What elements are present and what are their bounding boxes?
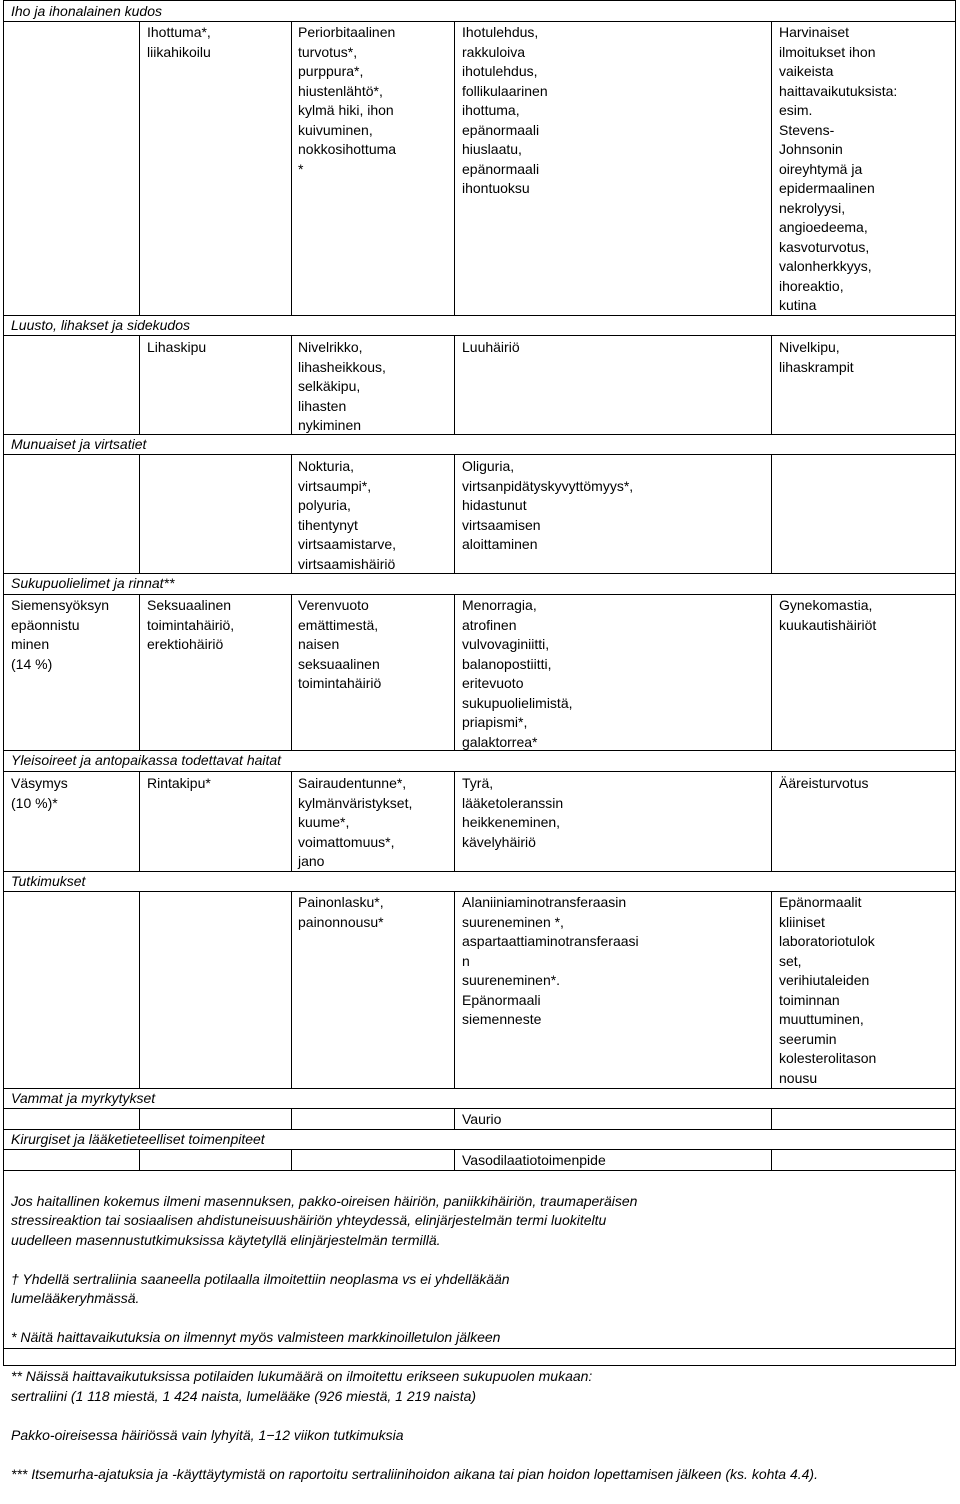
column-divider (291, 335, 292, 434)
reproductive-unknown: Gynekomastia, kuukautishäiriöt (779, 597, 877, 633)
column-divider (771, 21, 772, 315)
column-divider (771, 594, 772, 750)
row-divider (3, 891, 956, 892)
investigations-rare: Alaniiniaminotransferaasin suureneminen *, aspartaattiaminotransferaasi n suureneminen*. Epänormaali siemenneste (462, 894, 639, 1027)
musculo-uncommon: Nivelrikko, lihasheikkous, selkäkipu, lihasten nykiminen (298, 339, 386, 433)
column-divider (291, 891, 292, 1088)
column-divider (139, 594, 140, 750)
section-title-renal: Munuaiset ja virtsatiet (11, 436, 147, 452)
column-divider (291, 1108, 292, 1129)
column-divider (454, 1108, 455, 1129)
general-very-common: Väsymys (10 %)* (11, 775, 68, 811)
section-title-skin: Iho ja ihonalainen kudos (11, 3, 163, 19)
section-title-surgical: Kirurgiset ja lääketieteelliset toimenpiteet (11, 1131, 265, 1147)
column-divider (454, 771, 455, 871)
row-divider (3, 594, 956, 595)
column-divider (139, 1149, 140, 1170)
column-divider (771, 891, 772, 1088)
section-title-reproductive: Sukupuolielimet ja rinnat** (11, 575, 175, 591)
footnote-suicidality: *** Itsemurha-ajatuksia ja -käyttäytymistä on raportoitu sertraliinihoidon aikana tai pian hoidon lopettamisen jälkeen (ks. kohta 4.4). (11, 1465, 818, 1482)
column-divider (771, 771, 772, 871)
injury-rare: Vaurio (462, 1111, 502, 1127)
renal-rare: Oliguria, virtsanpidätyskyvyttömyys*, hidastunut virtsaamisen aloittaminen (462, 458, 634, 552)
investigations-uncommon: Painonlasku*, painonnousu* (298, 894, 384, 930)
musculo-unknown: Nivelkipu, lihaskrampit (779, 339, 854, 375)
reproductive-very-common: Siemensyöksyn epäonnistu minen (14 %) (11, 597, 110, 672)
footnote-postmarketing: * Näitä haittavaikutuksia on ilmennyt myös valmisteen markkinoilletulon jälkeen (11, 1329, 501, 1345)
column-divider (291, 1149, 292, 1170)
column-divider (291, 454, 292, 573)
column-divider (139, 21, 140, 315)
column-divider (454, 891, 455, 1088)
column-divider (771, 1149, 772, 1170)
general-rare: Tyrä, lääketoleranssin heikkeneminen, kävelyhäiriö (462, 775, 564, 850)
section-title-musculoskeletal: Luusto, lihakset ja sidekudos (11, 317, 190, 333)
column-divider (454, 594, 455, 750)
reproductive-common: Seksuaalinen toimintahäiriö, erektiohäiriö (147, 597, 235, 652)
column-divider (454, 335, 455, 434)
section-title-investigations: Tutkimukset (11, 873, 86, 889)
section-title-injury: Vammat ja myrkytykset (11, 1090, 156, 1106)
reproductive-rare: Menorragia, atrofinen vulvovaginiitti, balanopostiitti, eritevuoto sukupuolielimistä, priapismi*, galaktorrea* (462, 597, 573, 750)
skin-common: Ihottuma*, liikahikoilu (147, 24, 211, 60)
investigations-unknown: Epänormaalit kliiniset laboratoriotulok set, verihiutaleiden toiminnan muuttuminen, seerumin kolesterolitason nousu (779, 894, 877, 1086)
footnote-neoplasm: † Yhdellä sertraliinia saaneella potilaalla ilmoitettiin neoplasma vs ei yhdelläkään lumelääkeryhmässä. (11, 1270, 510, 1306)
column-divider (771, 454, 772, 573)
column-divider (771, 335, 772, 434)
footnote-ocd: Pakko-oireisessa häiriössä vain lyhyitä, 1−12 viikon tutkimuksia (11, 1426, 404, 1443)
column-divider (771, 1108, 772, 1129)
skin-rare: Ihotulehdus, rakkuloiva ihotulehdus, follikulaarinen ihottuma, epänormaali hiuslaatu, epänormaali ihontuoksu (462, 24, 548, 196)
column-divider (454, 21, 455, 315)
footnote-reclassification: Jos haitallinen kokemus ilmeni masennuksen, pakko-oireisen häiriön, paniikkihäiriön, traumaperäisen stressireaktion tai sosiaalisen ahdistuneisuushäiriön yhteydessä, elinjärjestelmän termi luokiteltu uudelleen masennustutkimuksissa käytetyllä elinjärjestelmän termillä. (11, 1192, 638, 1248)
general-uncommon: Sairaudentunne*, kylmänväristykset, kuume*, voimattomuus*, jano (298, 775, 413, 869)
column-divider (139, 335, 140, 434)
footnotes (11, 1172, 951, 1504)
renal-uncommon: Nokturia, virtsaumpi*, polyuria, tihentynyt virtsaamistarve, virtsaamishäiriö (298, 458, 397, 572)
column-divider (291, 21, 292, 315)
reproductive-uncommon: Verenvuoto emättimestä, naisen seksuaalinen toimintahäiriö (298, 597, 382, 691)
column-divider (139, 891, 140, 1088)
row-divider (3, 871, 956, 872)
column-divider (291, 594, 292, 750)
row-divider (3, 771, 956, 772)
musculo-rare: Luuhäiriö (462, 339, 520, 355)
column-divider (454, 454, 455, 573)
column-divider (139, 454, 140, 573)
skin-uncommon: Periorbitaalinen turvotus*, purppura*, hiustenlähtö*, kylmä hiki, ihon kuivuminen, nokkosihottuma * (298, 24, 397, 177)
general-unknown: Ääreisturvotus (779, 775, 869, 791)
column-divider (139, 771, 140, 871)
column-divider (291, 771, 292, 871)
musculo-common: Lihaskipu (147, 339, 207, 355)
footnote-sex-counts: ** Näissä haittavaikutuksissa potilaiden lukumäärä on ilmoitettu erikseen sukupuolen mukaan: sertraliini (1 118 miestä, 1 424 naista, lumelääke (926 miestä, 1 219 naista) (11, 1368, 593, 1404)
column-divider (139, 1108, 140, 1129)
general-common: Rintakipu* (147, 775, 211, 791)
column-divider (454, 1149, 455, 1170)
section-title-general: Yleisoireet ja antopaikassa todettavat haitat (11, 752, 282, 768)
surgical-rare: Vasodilaatiotoimenpide (462, 1152, 606, 1168)
skin-unknown: Harvinaiset ilmoitukset ihon vaikeista haittavaikutuksista: esim. Stevens- Johnsonin oireyhtymä ja epidermaalinen nekrolyysi, angioedeema, kasvoturvotus, valonherkkyys, ihoreaktio, kutina (779, 24, 898, 313)
